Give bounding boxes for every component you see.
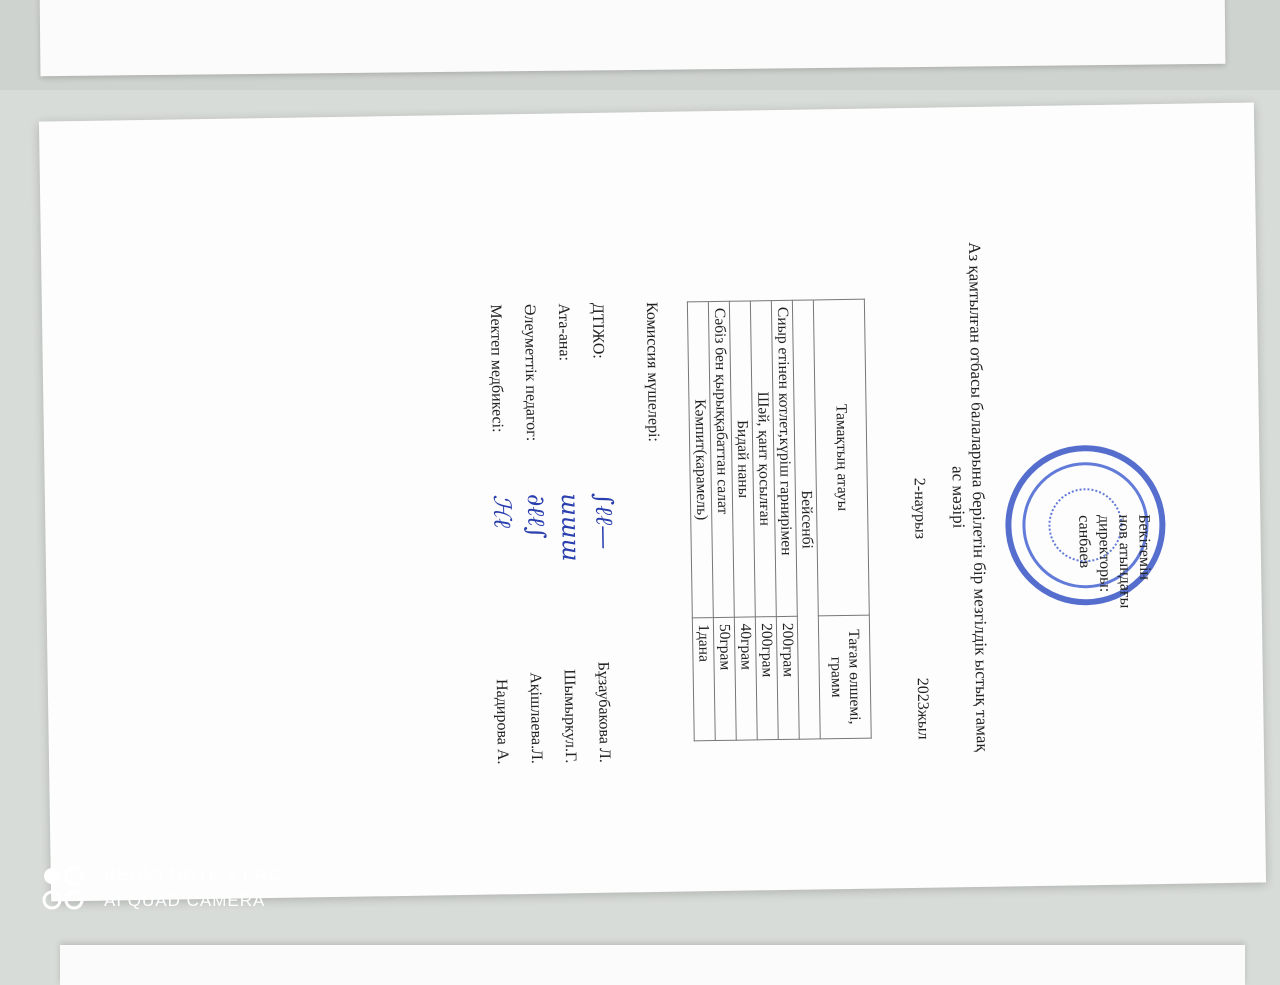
camera-watermark: REDMI NOTE 9 PRO AI QUAD CAMERA [104,865,283,911]
signature-icon: ɯɯɯ [555,493,585,562]
approval-block [1073,514,1157,775]
document-date [910,178,932,818]
document-title: Аз қамтылған отбасы балаларына берілетін бір мезгілдік ыстық тамақ ас мәзірі [947,241,992,752]
member-role: Мектеп медбикесі: [486,304,506,433]
signature-icon: ∂ℓℓ∫ [521,493,551,539]
next-sheet [60,945,1245,985]
approval-position: директоры: [1094,514,1113,593]
member-name: Бұзаубакова Л. [594,661,613,763]
table-row: Шәй, қант қосылған 200грам [750,301,778,740]
table-row: Сиыр етінен котлет,күріш гарнирімен 200грам [771,300,799,739]
approval-school: нов атындағы [1114,514,1134,609]
table-row: Кәмпит(карамель) 1дана [687,302,715,741]
list-item [473,304,514,764]
signature-icon: ℋℓ [487,494,516,529]
approval-name: санбаев [1074,515,1093,569]
previous-sheet [40,0,1226,76]
camera-logo-icon [40,862,92,914]
table-row-day: Бейсенбі [792,300,820,739]
member-name: Ақішлаева.Л. [526,672,545,764]
commission-members [473,302,619,765]
approval-heading: Бекітемін [1134,514,1153,581]
commission-title: Комиссия мүшелері: [642,301,662,443]
member-role: ДТІЖО: [588,302,607,359]
member-role: Ата-ана: [554,303,573,362]
table-header-row [813,299,871,739]
document-sheet [39,103,1266,902]
table-row: Сәбіз бен қырыққабаттан салат 50грам [708,301,736,740]
member-name: Надирова А. [492,678,511,765]
date-day: 2-наурыз [910,477,929,540]
document-content [108,174,1198,831]
signature-icon: ∫ℓℓ— [589,492,619,550]
menu-table [686,299,871,742]
date-year: 2023жыл [913,677,932,740]
member-role: Әлеуметтік педагог: [520,303,540,442]
column-header-portion: Тағам өлшемі, грамм [818,615,871,739]
table-row: Бидай наны 40грам [729,301,757,740]
member-name: Шымыркул.Г. [560,669,579,764]
column-header-dish: Тамақтың атауы [813,299,869,616]
